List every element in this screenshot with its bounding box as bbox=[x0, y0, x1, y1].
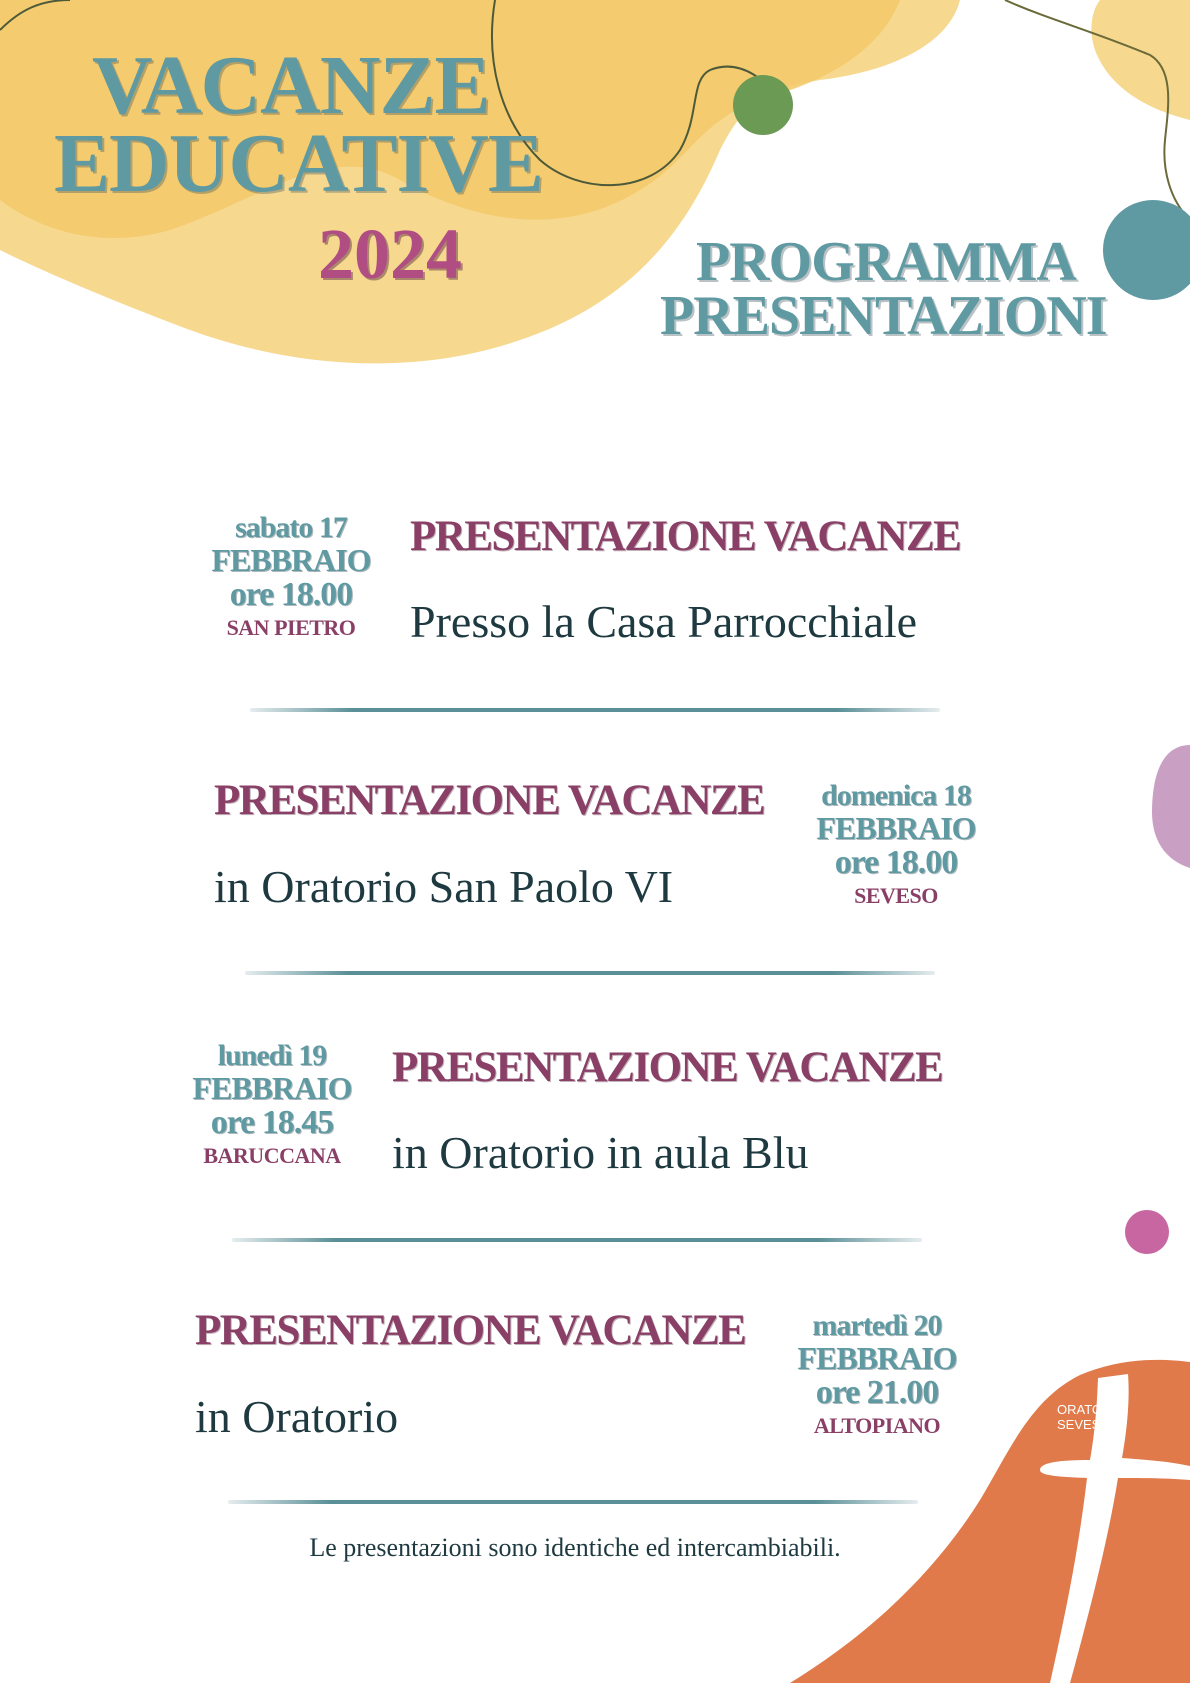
divider bbox=[228, 1500, 918, 1504]
event-day: lunedì 19 bbox=[217, 1039, 327, 1072]
event-time: ore 18.45 bbox=[210, 1104, 334, 1142]
lilac-half-circle bbox=[1152, 745, 1190, 868]
logo bbox=[1057, 1403, 1115, 1433]
event-time: ore 18.00 bbox=[834, 844, 958, 882]
event-month: FEBBRAIO bbox=[797, 1339, 957, 1376]
event-day: sabato 17 bbox=[235, 511, 347, 544]
event-date bbox=[196, 512, 386, 641]
event-location: Presso la Casa Parrocchiale bbox=[410, 596, 918, 647]
event-location: in Oratorio in aula Blu bbox=[392, 1127, 809, 1178]
event-title: PRESENTAZIONE VACANZE bbox=[214, 777, 765, 824]
event-month: FEBBRAIO bbox=[192, 1069, 352, 1106]
event-month: FEBBRAIO bbox=[211, 541, 371, 578]
logo-line-2: SEVESO bbox=[1057, 1416, 1111, 1432]
teal-circle bbox=[1103, 200, 1190, 300]
event-title: PRESENTAZIONE VACANZE bbox=[392, 1044, 943, 1091]
event-day: domenica 18 bbox=[821, 779, 971, 812]
event-place: ALTOPIANO bbox=[813, 1412, 941, 1438]
event-date bbox=[801, 780, 991, 909]
event-time: ore 21.00 bbox=[815, 1374, 939, 1412]
event-place: SEVESO bbox=[854, 882, 938, 908]
event-month: FEBBRAIO bbox=[816, 809, 976, 846]
event-place: BARUCCANA bbox=[203, 1142, 341, 1168]
subtitle-line-1: PROGRAMMA bbox=[696, 231, 1076, 293]
divider bbox=[232, 1238, 922, 1242]
yellow-blob-right bbox=[1091, 0, 1190, 120]
logo-line-1: ORATORI bbox=[1057, 1402, 1116, 1417]
subtitle-line-2: PRESENTAZIONI bbox=[660, 285, 1107, 347]
event-time: ore 18.00 bbox=[229, 576, 353, 614]
event-place: SAN PIETRO bbox=[226, 614, 356, 640]
pink-circle bbox=[1125, 1210, 1169, 1254]
year: 2024 bbox=[318, 214, 462, 294]
footer-note: Le presentazioni sono identiche ed intercambiabili. bbox=[309, 1533, 841, 1562]
event-day: martedì 20 bbox=[812, 1309, 942, 1342]
title-line-2: EDUCATIVE bbox=[54, 117, 543, 210]
event-title: PRESENTAZIONE VACANZE bbox=[410, 513, 961, 560]
green-circle bbox=[733, 75, 793, 135]
event-date bbox=[782, 1310, 972, 1439]
event-title: PRESENTAZIONE VACANZE bbox=[195, 1307, 746, 1354]
title-line-1: VACANZE bbox=[92, 39, 490, 132]
divider bbox=[245, 971, 935, 975]
event-date bbox=[177, 1040, 367, 1169]
divider bbox=[250, 708, 940, 712]
event-location: in Oratorio bbox=[195, 1391, 399, 1442]
event-location: in Oratorio San Paolo VI bbox=[214, 861, 674, 912]
